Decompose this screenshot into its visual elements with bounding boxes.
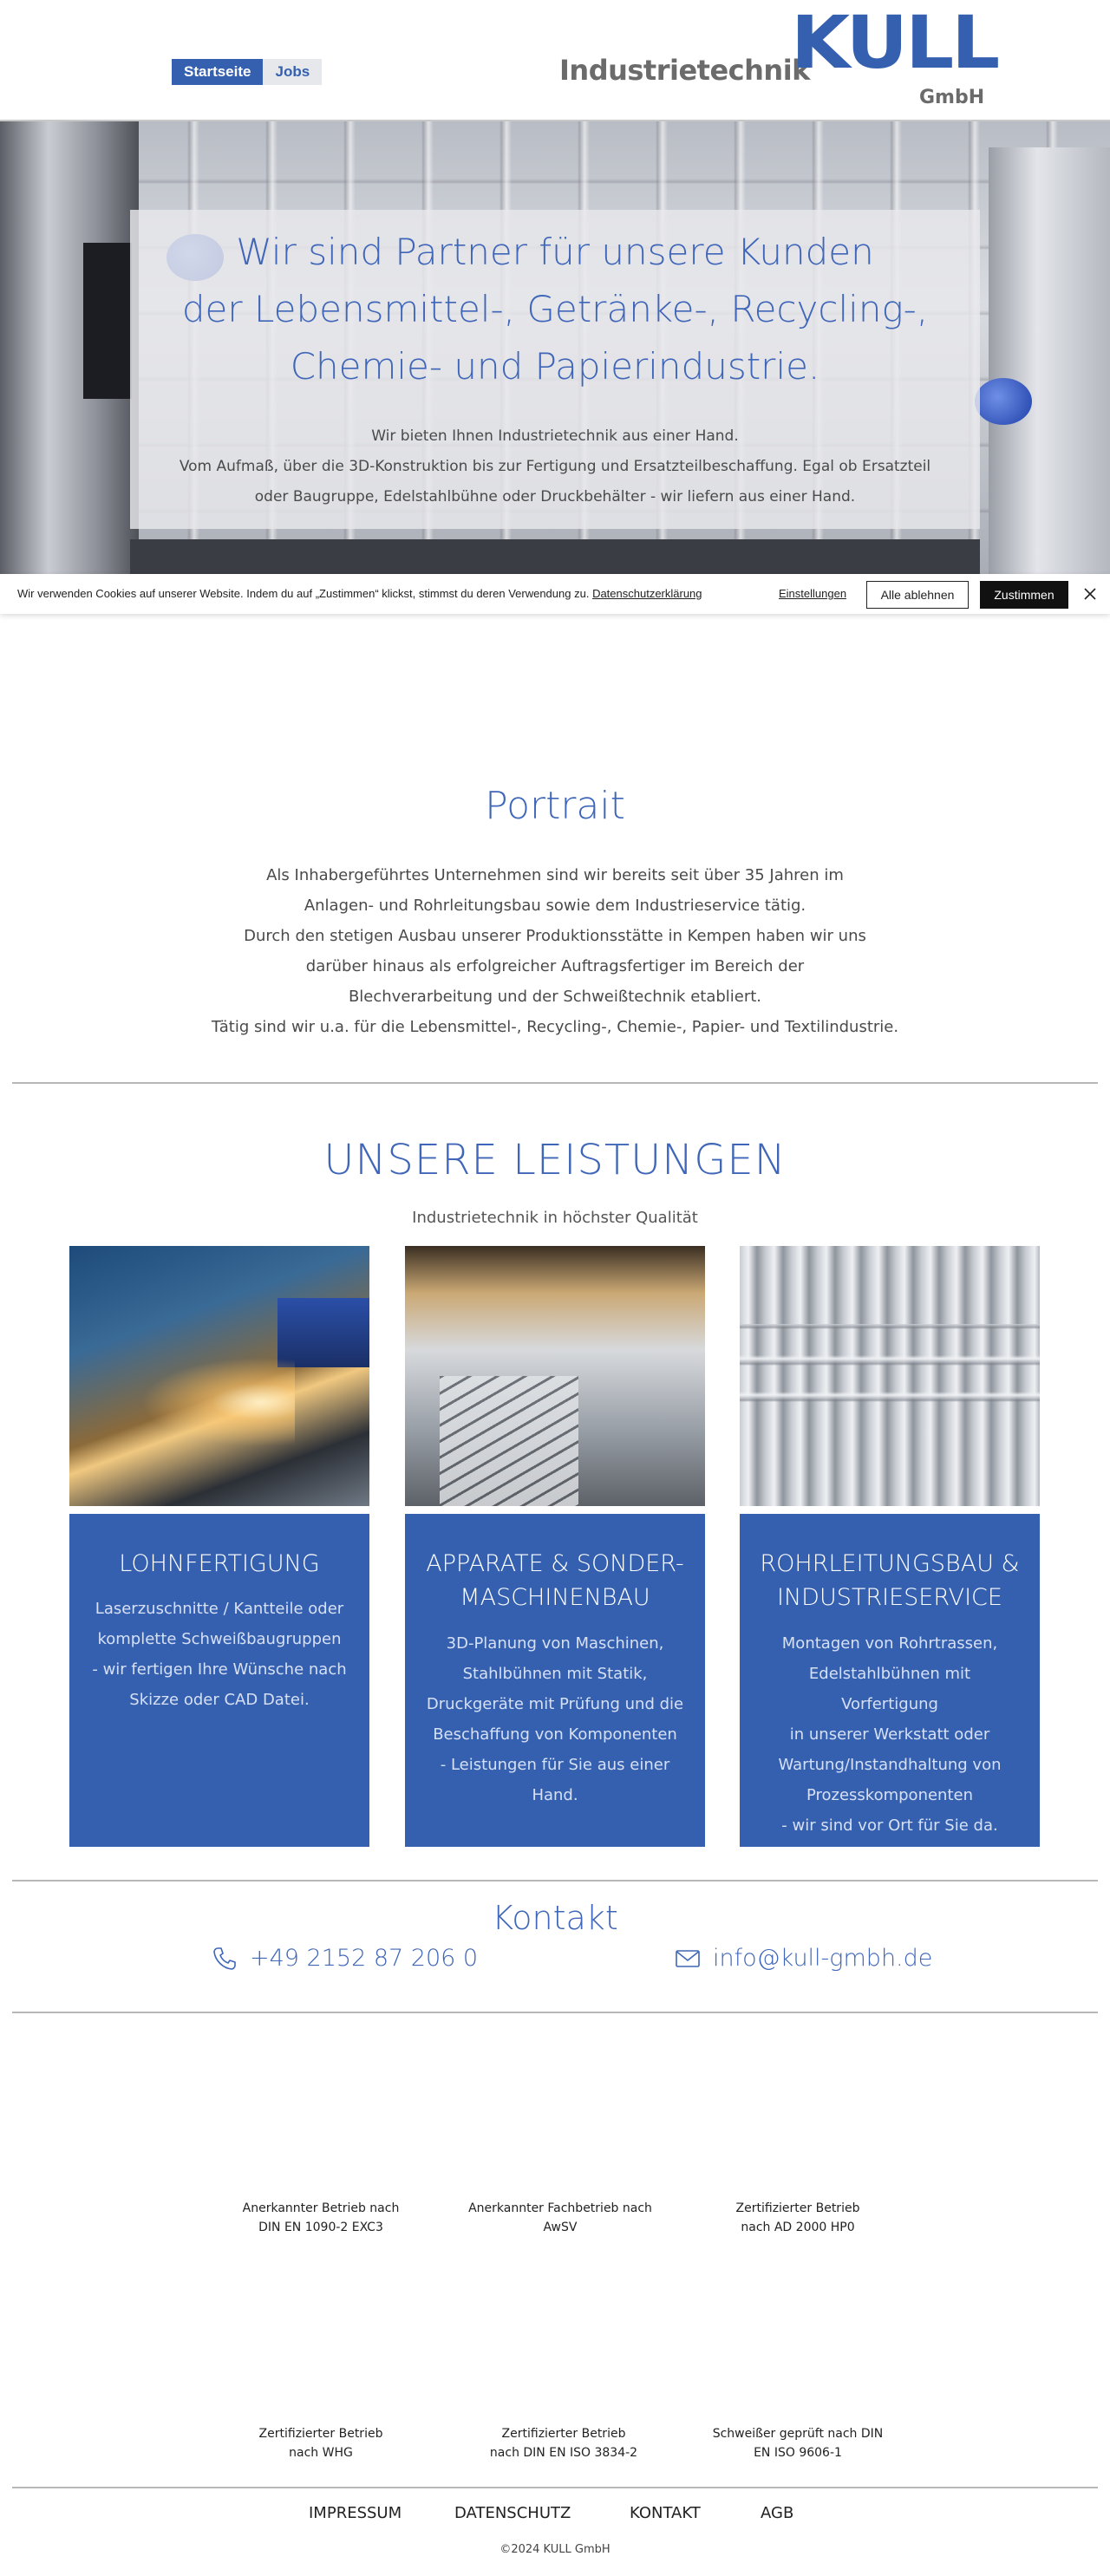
email-address[interactable]: info@kull-gmbh.de: [713, 1945, 933, 1972]
service-image-piping: [740, 1246, 1040, 1506]
service-card-line: 3D-Planung von Maschinen,: [446, 1634, 664, 1653]
certificate-line: AwSV: [543, 2221, 578, 2234]
certificate-line: Zertifizierter Betrieb: [735, 2201, 860, 2215]
service-image-laser: [69, 1246, 369, 1506]
services-title: UNSERE LEISTUNGEN: [323, 1136, 787, 1184]
service-card-title: [422, 1547, 688, 1614]
service-card-text: [90, 1594, 349, 1715]
logo-legal: GmbH: [919, 87, 985, 108]
service-card-text: [761, 1628, 1019, 1841]
certificate-line: nach WHG: [289, 2446, 353, 2460]
hero-bg-tank-right: [989, 147, 1110, 574]
footer-link-impressum[interactable]: IMPRESSUM: [309, 2504, 402, 2522]
service-card-line: Laserzuschnitte / Kantteile oder: [95, 1600, 344, 1618]
logo-subtitle[interactable]: Industrietechnik: [559, 54, 810, 87]
section-divider: [12, 1880, 1098, 1881]
certificate-line: Zertifizierter Betrieb: [258, 2427, 383, 2441]
certificate-item: [217, 2424, 425, 2462]
service-card-line: Wartung/Instandhaltung von: [778, 1756, 1002, 1774]
services-subtitle: Industrietechnik in höchster Qualität: [412, 1209, 698, 1227]
certificate-item: [456, 2199, 664, 2237]
portrait-line: Anlagen- und Rohrleitungsbau sowie dem Industrieservice tätig.: [304, 897, 806, 915]
service-card-line: Druckgeräte mit Prüfung und die: [426, 1695, 684, 1713]
cookie-settings-link[interactable]: Einstellungen: [779, 587, 847, 600]
cookie-text: [17, 587, 702, 600]
service-card-apparate: [405, 1514, 705, 1847]
certificate-item: [694, 2424, 902, 2462]
portrait-line: Tätig sind wir u.a. für die Lebensmittel-, Recycling-, Chemie-, Papier- und Textilindustrie.: [211, 1018, 899, 1036]
hero-text: [130, 421, 980, 512]
main-nav: [172, 59, 322, 85]
hero-title-line: Wir sind Partner für unsere Kunden: [236, 231, 874, 273]
nav-home[interactable]: Startseite: [172, 59, 263, 85]
service-card-line: Edelstahlbühnen mit Vorfertigung: [808, 1665, 971, 1713]
copyright: ©2024 KULL GmbH: [500, 2543, 610, 2556]
service-card-line: - Leistungen für Sie aus einer: [440, 1756, 670, 1774]
hero-title: [130, 224, 980, 395]
service-card-title-line: MASCHINENBAU: [460, 1584, 650, 1611]
nav-jobs[interactable]: Jobs: [263, 59, 322, 85]
service-card-title-line: LOHNFERTIGUNG: [119, 1550, 320, 1577]
service-card-title-line: ROHRLEITUNGSBAU &: [760, 1550, 1020, 1577]
certificate-item: [217, 2199, 425, 2237]
piping-lines: [740, 1324, 1040, 1428]
portrait-title: Portrait: [485, 784, 625, 828]
privacy-link[interactable]: Datenschutzerklärung: [592, 587, 702, 600]
service-card-lohnfertigung: [69, 1514, 369, 1847]
footer-link-kontakt[interactable]: KONTAKT: [630, 2504, 701, 2522]
hero-banner: [0, 121, 1110, 574]
portrait-line: darüber hinaus als erfolgreicher Auftragsfertiger im Bereich der: [305, 957, 805, 975]
certificate-line: Anerkannter Fachbetrieb nach: [468, 2201, 652, 2215]
service-card-line: Beschaffung von Komponenten: [433, 1725, 677, 1744]
header: [0, 0, 1110, 121]
certificate-line: nach DIN EN ISO 3834-2: [489, 2446, 638, 2460]
hero-bg-motor: [83, 243, 132, 399]
platform-stairs: [440, 1376, 578, 1506]
service-card-line: - wir fertigen Ihre Wünsche nach: [92, 1660, 347, 1679]
email-link[interactable]: [675, 1945, 932, 1972]
certificate-item: [694, 2199, 902, 2237]
service-card-title: [87, 1547, 352, 1581]
service-card-line: Montagen von Rohrtrassen,: [781, 1634, 998, 1653]
accept-button[interactable]: Zustimmen: [980, 581, 1068, 609]
hero-bottom-band: [130, 539, 980, 574]
laser-sparks: [121, 1350, 295, 1454]
decline-all-button[interactable]: Alle ablehnen: [866, 581, 969, 609]
footer-link-datenschutz[interactable]: DATENSCHUTZ: [454, 2504, 571, 2522]
service-card-title: [757, 1547, 1022, 1614]
service-card-title-line: APPARATE & SONDER-: [426, 1550, 684, 1577]
certificate-line: DIN EN 1090-2 EXC3: [258, 2221, 383, 2234]
certificate-item: [460, 2424, 668, 2462]
certificate-line: Zertifizierter Betrieb: [501, 2427, 626, 2441]
portrait-text: [173, 860, 937, 1042]
certificate-line: nach AD 2000 HP0: [741, 2221, 855, 2234]
cookie-message: Wir verwenden Cookies auf unserer Website. Indem du auf „Zustimmen“ klickst, stimmst du deren Verwendung zu.: [17, 587, 590, 600]
certificate-line: Anerkannter Betrieb nach: [242, 2201, 400, 2215]
certificate-line: Schweißer geprüft nach DIN: [712, 2427, 884, 2441]
service-card-title-line: INDUSTRIESERVICE: [777, 1584, 1002, 1611]
phone-icon: [212, 1946, 238, 1972]
hero-text-line: Vom Aufmaß, über die 3D-Konstruktion bis zur Fertigung und Ersatzteilbeschaffung. Egal ob Ersatzteil: [179, 458, 931, 475]
logo-brand[interactable]: KULL: [791, 0, 998, 86]
contact-title: Kontakt: [492, 1899, 618, 1937]
service-card-line: - wir sind vor Ort für Sie da.: [781, 1816, 998, 1835]
portrait-line: Blechverarbeitung und der Schweißtechnik etabliert.: [348, 988, 762, 1006]
service-card-line: Skizze oder CAD Datei.: [129, 1691, 310, 1709]
hero-bg-valve-right: [975, 378, 1032, 425]
close-icon[interactable]: [1081, 584, 1100, 603]
portrait-line: Als Inhabergeführtes Unternehmen sind wir bereits seit über 35 Jahren im: [266, 866, 844, 884]
service-card-line: komplette Schweißbaugruppen: [97, 1630, 342, 1648]
service-card-line: Hand.: [532, 1786, 578, 1804]
mail-icon: [675, 1946, 701, 1972]
portrait-line: Durch den stetigen Ausbau unserer Produktionsstätte in Kempen haben wir uns: [244, 927, 866, 945]
service-card-text: [426, 1628, 684, 1810]
hero-text-line: Wir bieten Ihnen Industrietechnik aus einer Hand.: [371, 427, 739, 445]
hero-text-line: oder Baugruppe, Edelstahlbühne oder Druckbehälter - wir liefern aus einer Hand.: [254, 488, 856, 505]
service-card-line: Prozesskomponenten: [806, 1786, 974, 1804]
service-card-line: Stahlbühnen mit Statik,: [462, 1665, 648, 1683]
section-divider: [12, 1082, 1098, 1084]
hero-title-line: Chemie- und Papierindustrie.: [290, 345, 820, 388]
hero-title-line: der Lebensmittel-, Getränke-, Recycling-,: [181, 288, 929, 330]
service-card-rohrleitungsbau: [740, 1514, 1040, 1847]
certificate-line: EN ISO 9606-1: [754, 2446, 842, 2460]
phone-link[interactable]: [212, 1945, 478, 1972]
service-image-platform: [405, 1246, 705, 1506]
footer-divider: [12, 2487, 1098, 2488]
phone-number[interactable]: +49 2152 87 206 0: [250, 1945, 479, 1972]
cookie-banner: [0, 574, 1110, 614]
footer-link-agb[interactable]: AGB: [761, 2504, 794, 2522]
section-divider: [12, 2012, 1098, 2013]
service-card-line: in unserer Werkstatt oder: [789, 1725, 990, 1744]
